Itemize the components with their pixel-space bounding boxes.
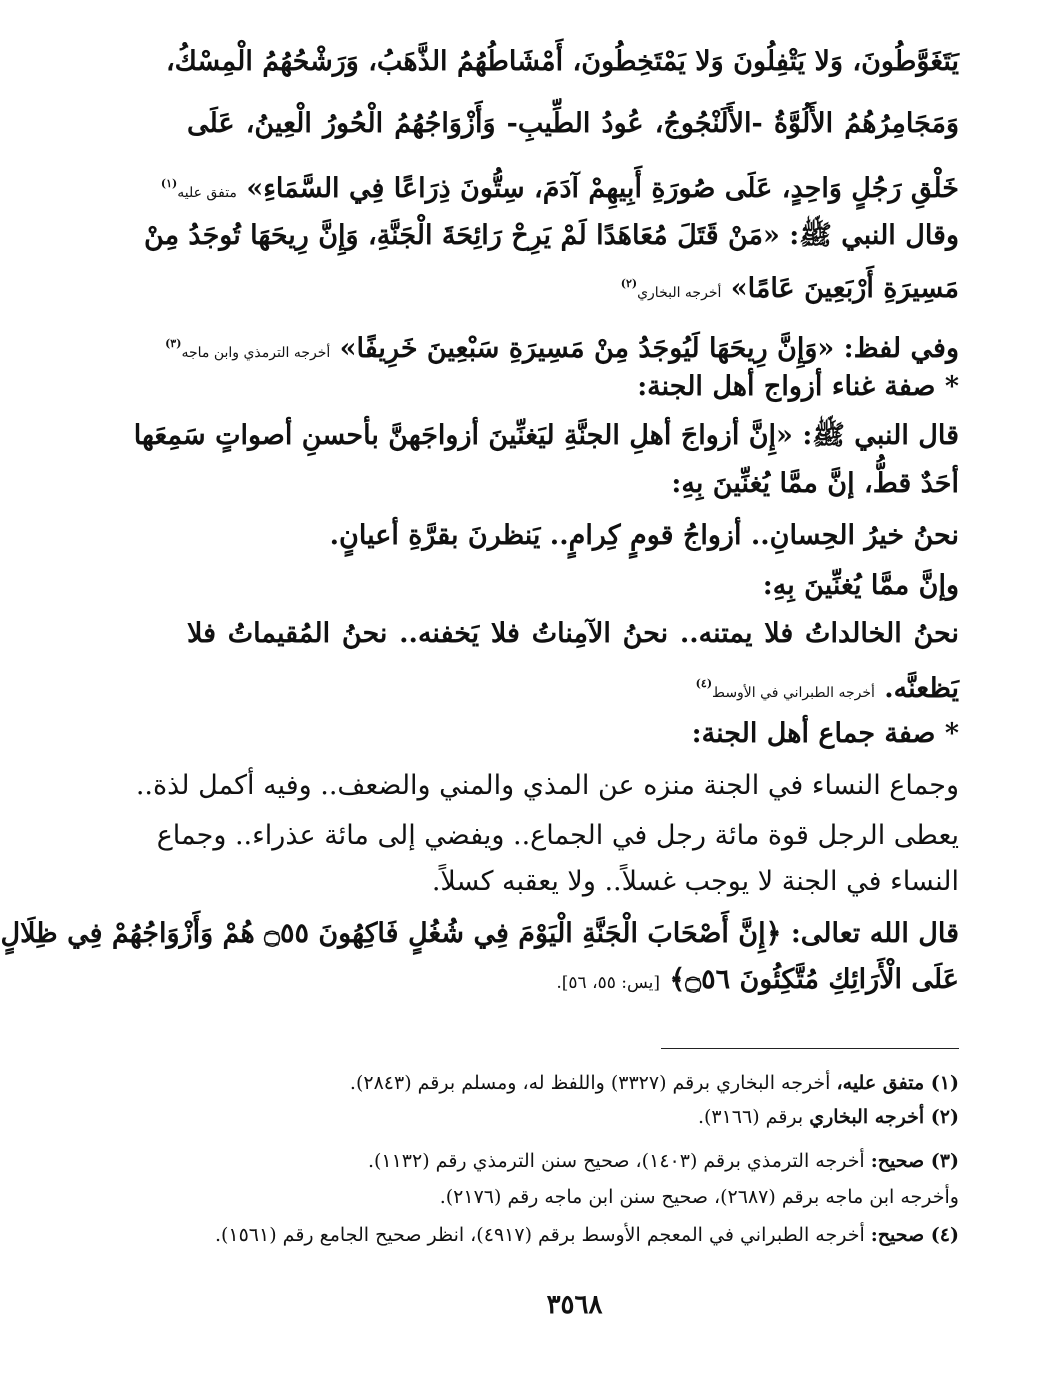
- footnote-text: أخرجه الطبراني في المعجم الأوسط برقم (٤٩١٧)، انظر صحيح الجامع رقم (١٥٦١).: [214, 1224, 865, 1246]
- body-line-9: نحنُ خيرُ الحِسانِ.. أزواجُ قومٍ كِرامٍ.. يَنظرنَ بقرَّةِ أعيانٍ.: [329, 520, 959, 551]
- section-heading-singing: * صفة غناء أزواج أهل الجنة:: [637, 371, 959, 402]
- body-line-11: نحنُ الخالداتُ فلا يمتنه.. نحنُ الآمِناتُ فلا يَخفنه.. نحنُ المُقيماتُ فلا: [187, 618, 959, 649]
- footnote-ref-2: (٢): [620, 277, 638, 290]
- body-line-6: [165, 322, 959, 366]
- body-line-3: [160, 162, 959, 206]
- hadith-source: أخرجه الترمذي وابن ماجه: [181, 345, 331, 361]
- hadith-text: يَظعنَّه.: [884, 673, 959, 704]
- section-heading-intimacy: * صفة جماع أهل الجنة:: [691, 718, 959, 749]
- footnote-text: أخرجه الترمذي برقم (١٤٠٣)، صحيح سنن الترمذي رقم (١١٣٢).: [367, 1150, 865, 1172]
- footnote-ref-3: (٣): [165, 337, 182, 350]
- body-line-1: يَتَغَوَّطُونَ، وَلا يَتْفِلُونَ وَلا يَمْتَخِطُونَ، أَمْشَاطُهُمُ الذَّهَبُ، وَرَشْحُهُمُ الْمِسْكُ،: [165, 46, 959, 77]
- body-line-16: قال الله تعالى: ﴿إِنَّ أَصْحَابَ الْجَنَّةِ الْيَوْمَ فِي شُغُلٍ فَاكِهُونَ ۝٥٥ هُمْ وَأَزْوَاجُهُمْ فِي ظِلَالٍ: [0, 918, 959, 949]
- footnote-label: (١) متفق عليه،: [836, 1072, 959, 1094]
- verse-reference: [يس: ٥٥، ٥٦].: [556, 973, 661, 993]
- footnote-1: [187, 1068, 959, 1098]
- body-line-5: [187, 262, 959, 306]
- body-line-8: أحَدٌ قطُّ، إنَّ ممَّا يُغنِّينَ بِهِ:: [671, 468, 959, 499]
- hadith-text: مَسِيرَةِ أَرْبَعِينَ عَامًا»: [730, 273, 959, 304]
- footnote-label: (٣) صحيح:: [870, 1150, 959, 1172]
- body-line-4: وقال النبي ﷺ: «مَنْ قَتَلَ مُعَاهَدًا لَمْ يَرِحْ رَائِحَةَ الْجَنَّةِ، وَإِنَّ رِيحَهَا تُوجَدُ مِنْ: [144, 220, 959, 251]
- footnote-separator: [661, 1048, 959, 1049]
- hadith-source: متفق عليه: [177, 185, 237, 201]
- hadith-text: خَلْقِ رَجُلٍ وَاحِدٍ، عَلَى صُورَةِ أَبِيهِمْ آدَمَ، سِتُّونَ ذِرَاعًا فِي السَّمَاءِ»: [246, 173, 959, 204]
- page-number: ٣٥٦٨: [546, 1290, 603, 1320]
- footnote-text: برقم (٣١٦٦).: [697, 1106, 804, 1128]
- hadith-text: وفي لفظ: «وَإِنَّ رِيحَهَا لَيُوجَدُ مِنْ مَسِيرَةِ سَبْعِينَ خَرِيفًا»: [339, 333, 959, 364]
- quran-verse: عَلَى الْأَرَائِكِ مُتَّكِئُونَ ۝٥٦﴾: [669, 964, 959, 995]
- body-line-2: وَمَجَامِرُهُمُ الأَلُوَّةُ -الأَلَنْجُوجُ، عُودُ الطِّيبِ- وَأَزْوَاجُهُمُ الْحُورُ الْعِينُ، عَلَى: [187, 108, 959, 139]
- hadith-source: أخرجه الطبراني في الأوسط: [712, 685, 875, 701]
- body-line-17: [187, 958, 959, 1002]
- footnote-label: (٢) أخرجه البخاري: [809, 1106, 959, 1128]
- body-line-13: وجماع النساء في الجنة منزه عن المذي والمني والضعف.. وفيه أكمل لذة..: [135, 770, 959, 801]
- footnote-4: [187, 1220, 959, 1250]
- body-line-10: وإنَّ ممَّا يُغنِّينَ بِهِ:: [762, 570, 959, 601]
- body-line-7: قال النبي ﷺ: «إِنَّ أزواجَ أهلِ الجنَّةِ ليَغنِّينَ أزواجَهنَّ بأحسنِ أصواتٍ سَمِعَها: [133, 420, 959, 451]
- footnote-2: [187, 1102, 959, 1132]
- body-line-14: يعطى الرجل قوة مائة رجل في الجماع.. ويفضي إلى مائة عذراء.. وجماع: [156, 820, 959, 851]
- hadith-source: أخرجه البخاري: [637, 285, 722, 301]
- footnote-ref-4: (٤): [695, 677, 713, 690]
- footnote-3-continued: وأخرجه ابن ماجه برقم (٢٦٨٧)، صحيح سنن ابن ماجه رقم (٢١٧٦).: [439, 1186, 959, 1208]
- footnote-text: أخرجه البخاري برقم (٣٣٢٧) واللفظ له، ومسلم برقم (٢٨٤٣).: [349, 1072, 831, 1094]
- body-line-15: النساء في الجنة لا يوجب غسلاً.. ولا يعقبه كسلاً.: [431, 866, 959, 897]
- footnote-label: (٤) صحيح:: [870, 1224, 959, 1246]
- footnote-ref-1: (١): [160, 177, 178, 190]
- body-line-12: [187, 662, 959, 706]
- footnote-3: [187, 1146, 959, 1176]
